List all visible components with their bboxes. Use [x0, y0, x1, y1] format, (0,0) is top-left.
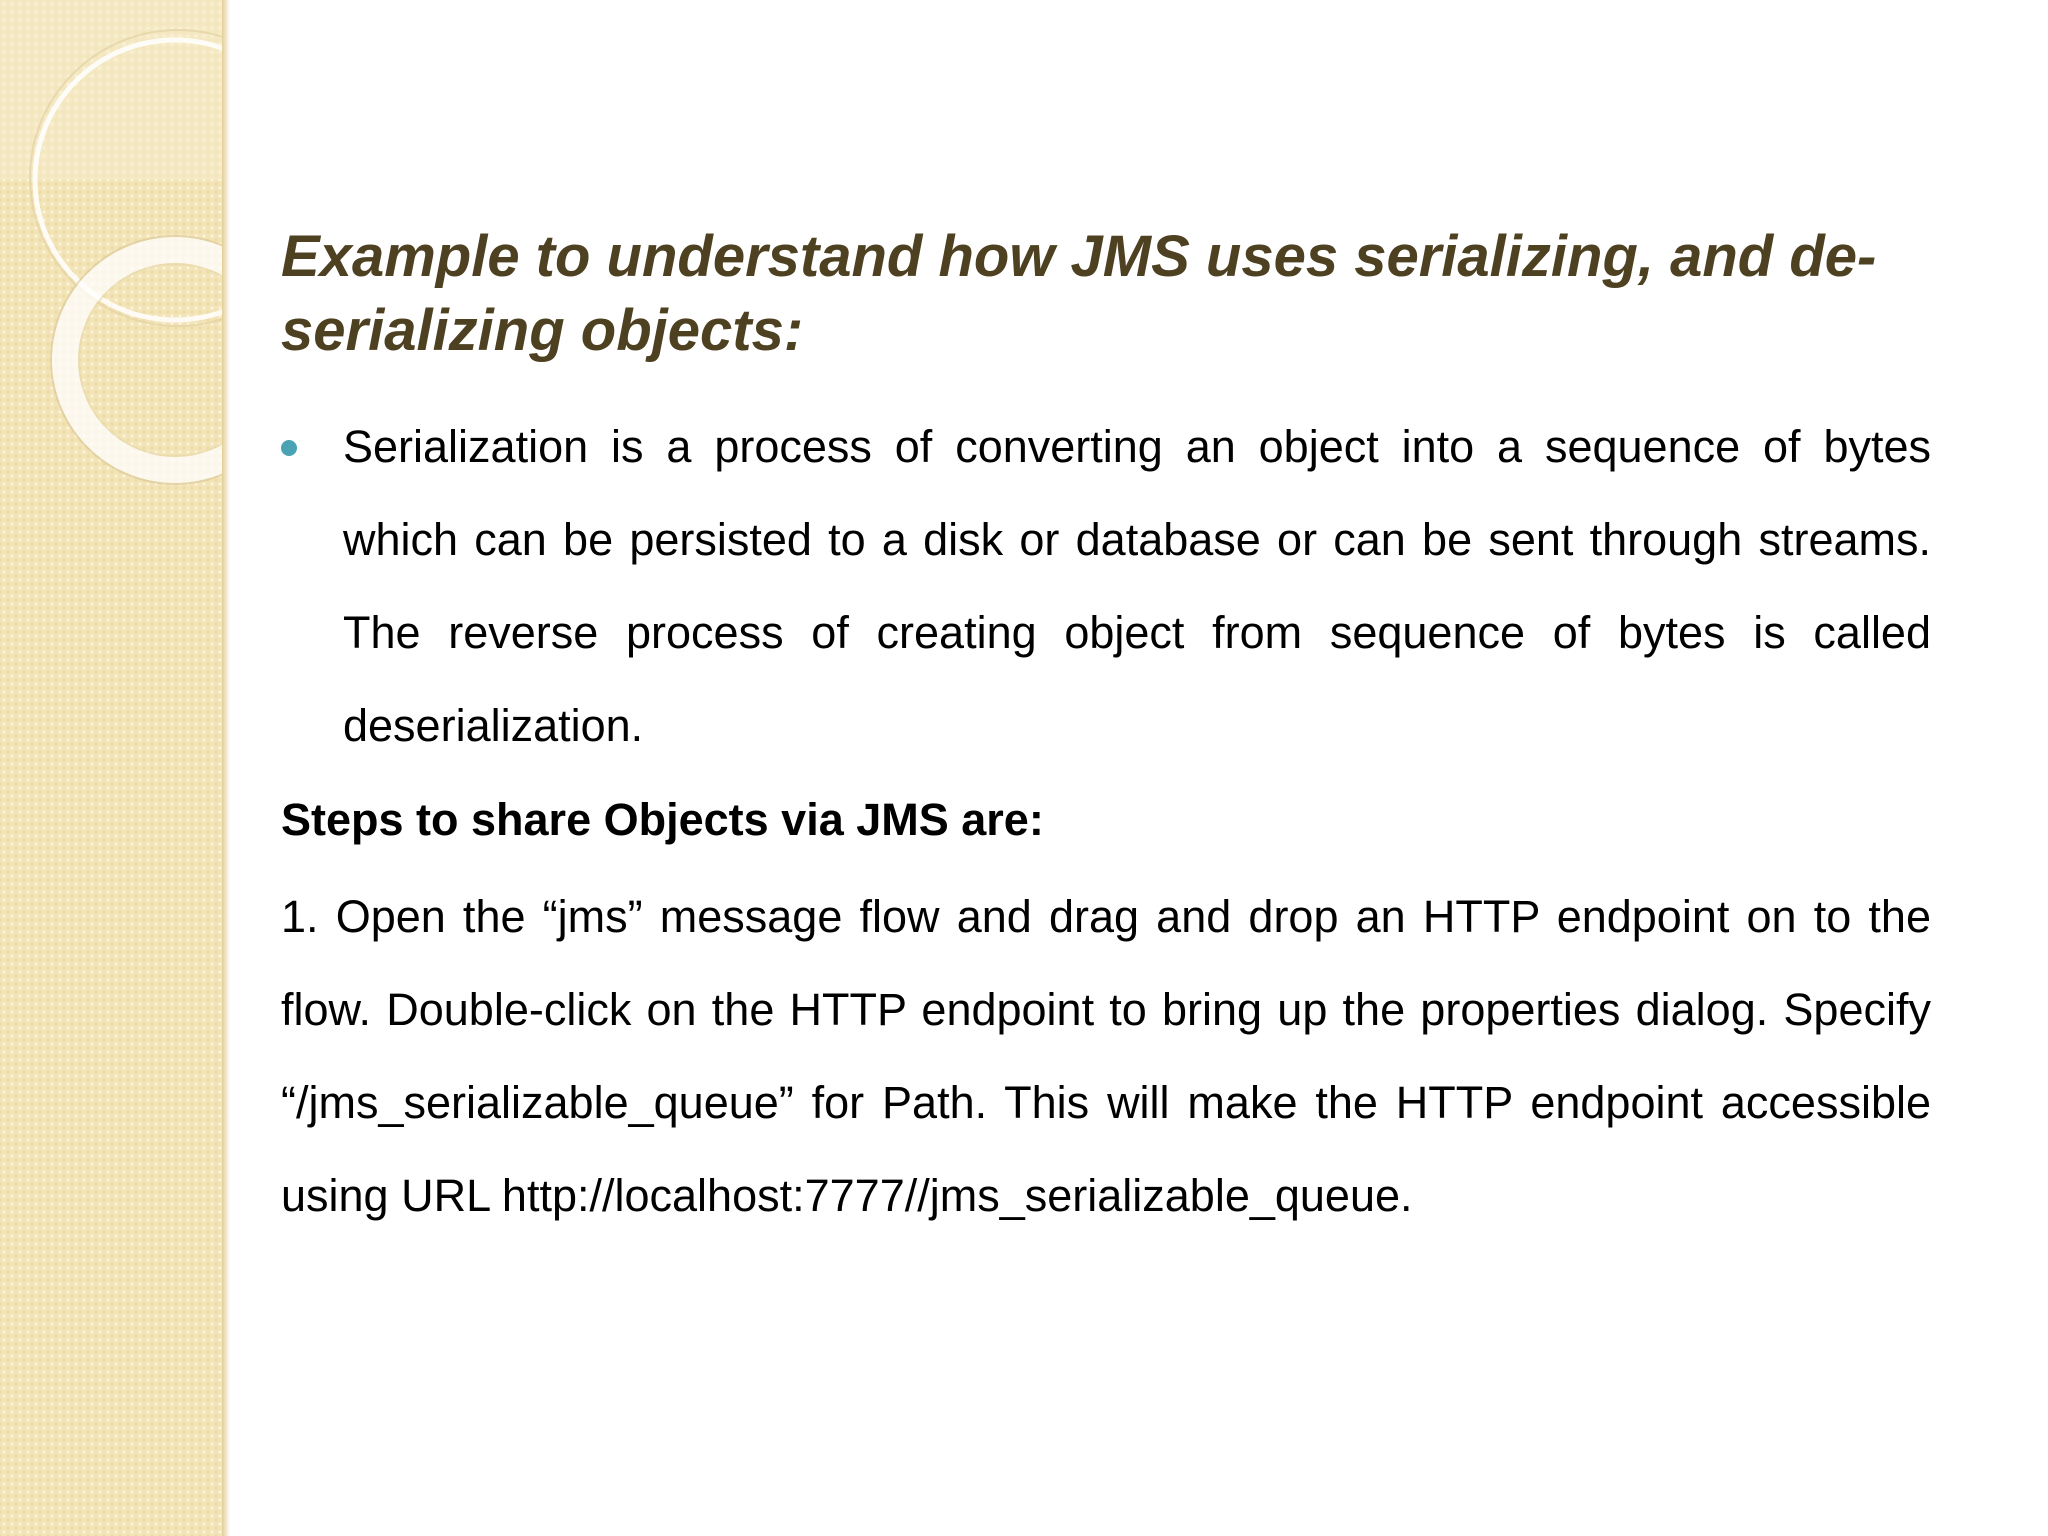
decorative-rings — [0, 0, 228, 520]
sidebar-edge — [222, 0, 230, 1536]
bullet-dot-icon — [281, 440, 297, 456]
bullet-item — [281, 400, 1931, 772]
slide-title: Example to understand how JMS uses serializing, and de-serializing objects: — [281, 224, 1877, 363]
decorative-sidebar — [0, 0, 228, 1536]
steps-heading: Steps to share Objects via JMS are: — [281, 794, 1044, 845]
slide-content — [281, 400, 1931, 1242]
bullet-text: Serialization is a process of converting an object into a sequence of bytes which can be persisted to a disk or database or can be sent through streams. The reverse process of creating object from sequence of bytes is called deserialization. — [343, 421, 1931, 751]
step-paragraph: 1. Open the “jms” message flow and drag and drop an HTTP endpoint on to the flow. Double-click on the HTTP endpoint to bring up the properties dialog. Specify “/jms_serializable_queue” for Path. This will make the HTTP endpoint accessible using URL http://localhost:7777//jms_serializable_queue. — [281, 891, 1931, 1221]
